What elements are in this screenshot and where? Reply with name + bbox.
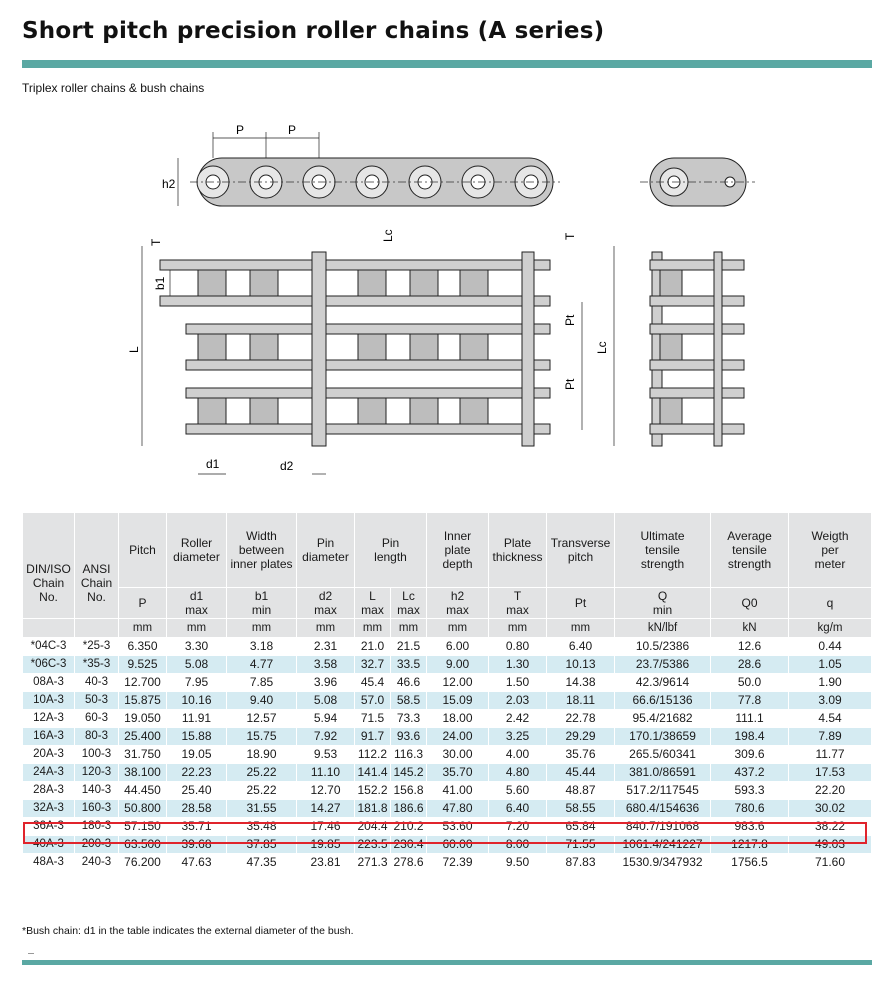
table-cell: 93.6	[391, 728, 427, 746]
table-cell: 1217.8	[711, 836, 789, 854]
table-cell: 50.0	[711, 674, 789, 692]
sym-h2: h2 max	[427, 588, 489, 619]
table-cell: 278.6	[391, 854, 427, 872]
table-cell: 198.4	[711, 728, 789, 746]
table-cell: *25-3	[75, 638, 119, 656]
table-cell: 3.58	[297, 656, 355, 674]
table-cell: 32.7	[355, 656, 391, 674]
table-cell: 5.60	[489, 782, 547, 800]
col-average: Average tensile strength	[711, 513, 789, 588]
col-ansi: ANSI Chain No.	[75, 513, 119, 619]
unit-cell: mm	[227, 619, 297, 638]
table-cell: 12.6	[711, 638, 789, 656]
table-row	[23, 854, 872, 872]
unit-cell: mm	[391, 619, 427, 638]
label-Lc-right: Lc	[595, 341, 609, 354]
table-cell: 37.85	[227, 836, 297, 854]
table-cell: 71.5	[355, 710, 391, 728]
table-cell: 1061.4/241227	[615, 836, 711, 854]
table-cell: 36A-3	[23, 818, 75, 836]
label-Pt-1: Pt	[563, 314, 577, 326]
table-cell: 170.1/38659	[615, 728, 711, 746]
table-cell: 1.90	[789, 674, 872, 692]
table-cell: 983.6	[711, 818, 789, 836]
table-row	[23, 674, 872, 692]
table-cell: 60.00	[427, 836, 489, 854]
table-cell: 08A-3	[23, 674, 75, 692]
table-cell: 1.30	[489, 656, 547, 674]
table-cell: 24A-3	[23, 764, 75, 782]
table-cell: 11.91	[167, 710, 227, 728]
table-cell: 3.09	[789, 692, 872, 710]
col-chain-no: DIN/ISO Chain No.	[23, 513, 75, 619]
unit-cell: mm	[355, 619, 391, 638]
table-cell: 87.83	[547, 854, 615, 872]
table-cell: 18.00	[427, 710, 489, 728]
label-L: L	[127, 346, 141, 353]
unit-cell: mm	[547, 619, 615, 638]
header-row-units	[23, 619, 872, 638]
table-cell: 47.63	[167, 854, 227, 872]
table-cell: *06C-3	[23, 656, 75, 674]
table-cell: 35.48	[227, 818, 297, 836]
table-row	[23, 800, 872, 818]
col-pin-diameter: Pin diameter	[297, 513, 355, 588]
table-cell: 12.700	[119, 674, 167, 692]
table-cell: 31.750	[119, 746, 167, 764]
sym-d1: d1 max	[167, 588, 227, 619]
col-ultimate: Ultimate tensile strength	[615, 513, 711, 588]
label-d2: d2	[280, 459, 294, 473]
table-cell: 3.96	[297, 674, 355, 692]
table-cell: 18.11	[547, 692, 615, 710]
table-cell: 186.6	[391, 800, 427, 818]
table-cell: 35.70	[427, 764, 489, 782]
table-cell: 28A-3	[23, 782, 75, 800]
table-cell: 24.00	[427, 728, 489, 746]
table-cell: 22.78	[547, 710, 615, 728]
sym-T: T max	[489, 588, 547, 619]
sym-Q0: Q0	[711, 588, 789, 619]
table-cell: 23.7/5386	[615, 656, 711, 674]
table-cell: 60-3	[75, 710, 119, 728]
table-cell: 39.68	[167, 836, 227, 854]
table-cell: 4.54	[789, 710, 872, 728]
table-cell: *04C-3	[23, 638, 75, 656]
table-cell: 120-3	[75, 764, 119, 782]
col-width: Width between inner plates	[227, 513, 297, 588]
table-cell: 517.2/117545	[615, 782, 711, 800]
table-cell: 50.800	[119, 800, 167, 818]
table-cell: 38.100	[119, 764, 167, 782]
table-cell: 44.450	[119, 782, 167, 800]
table-cell: 28.58	[167, 800, 227, 818]
table-cell: 200-3	[75, 836, 119, 854]
table-body	[23, 638, 872, 872]
bottom-rule	[22, 960, 872, 965]
chain-top-view	[160, 252, 744, 446]
table-cell: 3.18	[227, 638, 297, 656]
table-cell: 181.8	[355, 800, 391, 818]
label-T-left: T	[149, 238, 163, 246]
table-cell: 71.55	[547, 836, 615, 854]
header-row-symbols	[23, 588, 872, 619]
table-row	[23, 656, 872, 674]
table-cell: 14.27	[297, 800, 355, 818]
table-cell: 18.90	[227, 746, 297, 764]
table-cell: 77.8	[711, 692, 789, 710]
sym-P: P	[119, 588, 167, 619]
table-cell: 45.4	[355, 674, 391, 692]
table-cell: 41.00	[427, 782, 489, 800]
col-transverse: Transverse pitch	[547, 513, 615, 588]
table-cell: 11.10	[297, 764, 355, 782]
col-roller: Roller diameter	[167, 513, 227, 588]
table-cell: 11.77	[789, 746, 872, 764]
table-row	[23, 764, 872, 782]
table-cell: 25.40	[167, 782, 227, 800]
table-row	[23, 746, 872, 764]
table-cell: 840.7/191068	[615, 818, 711, 836]
col-pin-length: Pin length	[355, 513, 427, 588]
table-cell: 32A-3	[23, 800, 75, 818]
table-cell: 680.4/154636	[615, 800, 711, 818]
table-cell: 5.08	[297, 692, 355, 710]
label-b1: b1	[153, 276, 167, 290]
table-cell: 5.08	[167, 656, 227, 674]
table-cell: 45.44	[547, 764, 615, 782]
table-cell: 10.13	[547, 656, 615, 674]
sym-Lc: Lc max	[391, 588, 427, 619]
table-cell: 437.2	[711, 764, 789, 782]
table-cell: 33.5	[391, 656, 427, 674]
table-cell: 309.6	[711, 746, 789, 764]
table-cell: 47.35	[227, 854, 297, 872]
table-cell: 156.8	[391, 782, 427, 800]
table-cell: 2.31	[297, 638, 355, 656]
table-row	[23, 692, 872, 710]
table-cell: 19.85	[297, 836, 355, 854]
sym-d2: d2 max	[297, 588, 355, 619]
table-row	[23, 710, 872, 728]
table-cell: 14.38	[547, 674, 615, 692]
sym-L: L max	[355, 588, 391, 619]
table-cell: 6.40	[547, 638, 615, 656]
table-cell: 15.09	[427, 692, 489, 710]
table-cell: 140-3	[75, 782, 119, 800]
table-cell: 3.25	[489, 728, 547, 746]
spec-table	[22, 512, 872, 872]
table-cell: 2.42	[489, 710, 547, 728]
table-cell: 1.50	[489, 674, 547, 692]
table-cell: 3.30	[167, 638, 227, 656]
table-row	[23, 818, 872, 836]
table-cell: 12.00	[427, 674, 489, 692]
table-cell: 271.3	[355, 854, 391, 872]
table-cell: 180-3	[75, 818, 119, 836]
unit-cell: kN	[711, 619, 789, 638]
col-plate-thickness: Plate thickness	[489, 513, 547, 588]
table-cell: 21.0	[355, 638, 391, 656]
table-cell: 1530.9/347932	[615, 854, 711, 872]
table-cell: 91.7	[355, 728, 391, 746]
table-cell: 9.50	[489, 854, 547, 872]
label-T-right: T	[563, 232, 577, 240]
table-cell: 49.03	[789, 836, 872, 854]
table-cell: 7.85	[227, 674, 297, 692]
table-cell: 22.20	[789, 782, 872, 800]
unit-cell: mm	[119, 619, 167, 638]
table-cell: 230.4	[391, 836, 427, 854]
table-cell: 21.5	[391, 638, 427, 656]
table-cell: 12.57	[227, 710, 297, 728]
table-cell: 19.050	[119, 710, 167, 728]
label-Pt-2: Pt	[563, 378, 577, 390]
table-cell: 7.95	[167, 674, 227, 692]
table-cell: 25.400	[119, 728, 167, 746]
table-cell: 57.150	[119, 818, 167, 836]
col-weight: Weigth per meter	[789, 513, 872, 588]
table-cell: 30.02	[789, 800, 872, 818]
table-cell: 6.00	[427, 638, 489, 656]
table-cell: 46.6	[391, 674, 427, 692]
table-cell: 22.23	[167, 764, 227, 782]
table-cell: 76.200	[119, 854, 167, 872]
table-cell: 20A-3	[23, 746, 75, 764]
unit-blank-1	[23, 619, 75, 638]
page-title: Short pitch precision roller chains (A series)	[22, 18, 605, 44]
table-cell: 58.5	[391, 692, 427, 710]
table-cell: 15.875	[119, 692, 167, 710]
table-cell: 17.53	[789, 764, 872, 782]
table-cell: 381.0/86591	[615, 764, 711, 782]
table-cell: 0.80	[489, 638, 547, 656]
title-underline	[22, 60, 872, 68]
table-cell: 29.29	[547, 728, 615, 746]
table-cell: 58.55	[547, 800, 615, 818]
table-cell: 50-3	[75, 692, 119, 710]
table-cell: 152.2	[355, 782, 391, 800]
table-cell: 28.6	[711, 656, 789, 674]
table-cell: 210.2	[391, 818, 427, 836]
header-row-titles	[23, 513, 872, 588]
table-cell: 112.2	[355, 746, 391, 764]
table-cell: 63.500	[119, 836, 167, 854]
divider-mark	[28, 953, 34, 954]
table-row	[23, 782, 872, 800]
table-cell: 16A-3	[23, 728, 75, 746]
col-pitch: Pitch	[119, 513, 167, 588]
unit-cell: mm	[427, 619, 489, 638]
table-cell: 12A-3	[23, 710, 75, 728]
table-cell: 19.05	[167, 746, 227, 764]
table-cell: 111.1	[711, 710, 789, 728]
sym-b1: b1 min	[227, 588, 297, 619]
table-cell: 15.88	[167, 728, 227, 746]
table-cell: 10.5/2386	[615, 638, 711, 656]
table-cell: 71.60	[789, 854, 872, 872]
sym-Pt: Pt	[547, 588, 615, 619]
col-inner-plate: Inner plate depth	[427, 513, 489, 588]
table-cell: *35-3	[75, 656, 119, 674]
table-cell: 4.00	[489, 746, 547, 764]
label-d1: d1	[206, 457, 220, 471]
table-row	[23, 728, 872, 746]
sym-Q: Q min	[615, 588, 711, 619]
table-cell: 9.53	[297, 746, 355, 764]
table-cell: 780.6	[711, 800, 789, 818]
table-cell: 160-3	[75, 800, 119, 818]
table-cell: 25.22	[227, 782, 297, 800]
table-cell: 7.92	[297, 728, 355, 746]
table-cell: 80-3	[75, 728, 119, 746]
table-cell: 2.03	[489, 692, 547, 710]
table-cell: 7.20	[489, 818, 547, 836]
table-row	[23, 638, 872, 656]
table-cell: 17.46	[297, 818, 355, 836]
table-cell: 1756.5	[711, 854, 789, 872]
table-cell: 240-3	[75, 854, 119, 872]
table-cell: 9.525	[119, 656, 167, 674]
table-cell: 31.55	[227, 800, 297, 818]
table-cell: 47.80	[427, 800, 489, 818]
label-P2: P	[288, 123, 297, 137]
table-cell: 0.44	[789, 638, 872, 656]
unit-cell: kg/m	[789, 619, 872, 638]
table-cell: 116.3	[391, 746, 427, 764]
table-row	[23, 836, 872, 854]
table-cell: 30.00	[427, 746, 489, 764]
unit-cell: mm	[167, 619, 227, 638]
table-cell: 5.94	[297, 710, 355, 728]
table-cell: 145.2	[391, 764, 427, 782]
table-cell: 42.3/9614	[615, 674, 711, 692]
table-cell: 223.5	[355, 836, 391, 854]
table-cell: 1.05	[789, 656, 872, 674]
label-Lc-top: Lc	[381, 229, 395, 242]
table-cell: 65.84	[547, 818, 615, 836]
chain-drawing	[127, 118, 770, 488]
table-cell: 9.00	[427, 656, 489, 674]
table-cell: 4.77	[227, 656, 297, 674]
table-cell: 25.22	[227, 764, 297, 782]
table-cell: 15.75	[227, 728, 297, 746]
table-cell: 48.87	[547, 782, 615, 800]
table-cell: 35.76	[547, 746, 615, 764]
table-cell: 95.4/21682	[615, 710, 711, 728]
table-cell: 48A-3	[23, 854, 75, 872]
table-cell: 265.5/60341	[615, 746, 711, 764]
table-cell: 6.40	[489, 800, 547, 818]
table-cell: 7.89	[789, 728, 872, 746]
table-cell: 593.3	[711, 782, 789, 800]
table-cell: 35.71	[167, 818, 227, 836]
table-cell: 8.00	[489, 836, 547, 854]
subtitle: Triplex roller chains & bush chains	[22, 81, 205, 95]
unit-cell: kN/lbf	[615, 619, 711, 638]
footnote: *Bush chain: d1 in the table indicates the external diameter of the bush.	[22, 925, 354, 937]
label-P1: P	[236, 123, 245, 137]
sym-q: q	[789, 588, 872, 619]
unit-cell: mm	[297, 619, 355, 638]
unit-cell: mm	[489, 619, 547, 638]
table-cell: 141.4	[355, 764, 391, 782]
table-cell: 10A-3	[23, 692, 75, 710]
table-cell: 38.22	[789, 818, 872, 836]
label-h2: h2	[162, 177, 176, 191]
table-cell: 66.6/15136	[615, 692, 711, 710]
table-cell: 57.0	[355, 692, 391, 710]
table-cell: 40A-3	[23, 836, 75, 854]
table-cell: 12.70	[297, 782, 355, 800]
table-cell: 9.40	[227, 692, 297, 710]
table-cell: 73.3	[391, 710, 427, 728]
table-cell: 10.16	[167, 692, 227, 710]
table-cell: 4.80	[489, 764, 547, 782]
table-cell: 204.4	[355, 818, 391, 836]
unit-blank-2	[75, 619, 119, 638]
table-cell: 40-3	[75, 674, 119, 692]
table-cell: 72.39	[427, 854, 489, 872]
table-cell: 6.350	[119, 638, 167, 656]
table-cell: 53.60	[427, 818, 489, 836]
table-cell: 100-3	[75, 746, 119, 764]
table-cell: 23.81	[297, 854, 355, 872]
